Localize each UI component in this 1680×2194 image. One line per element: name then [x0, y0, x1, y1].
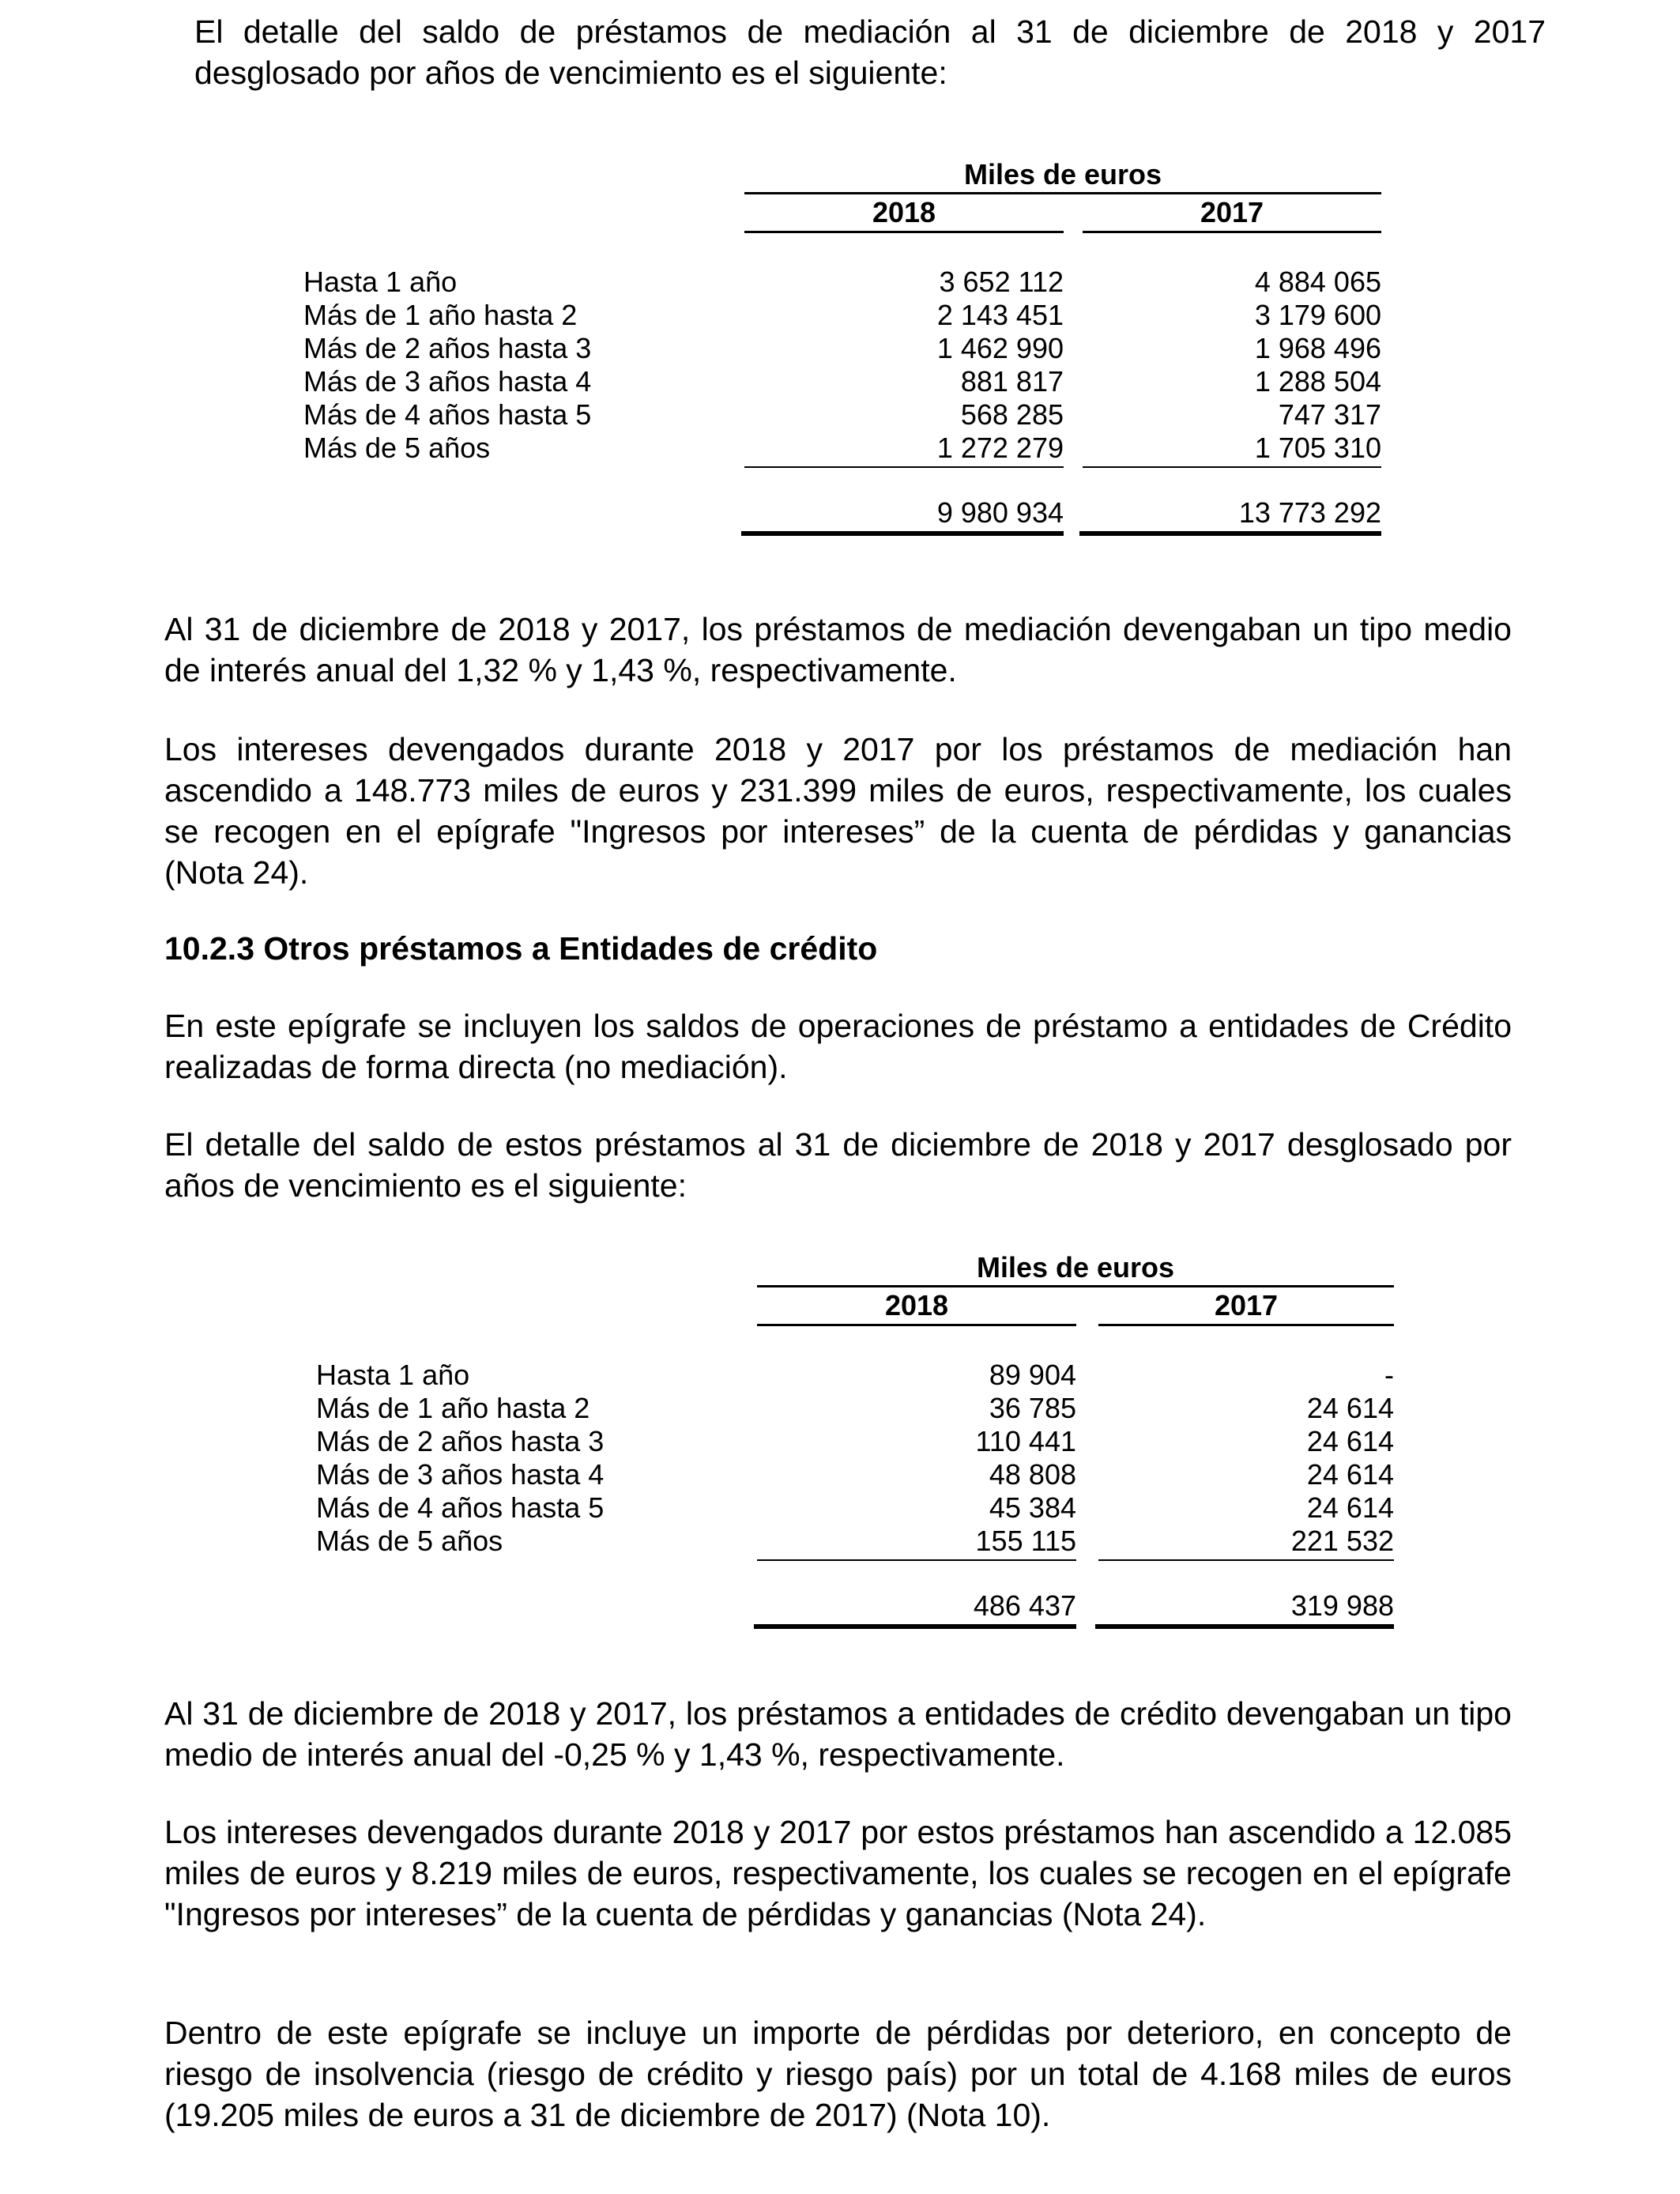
row-label: Más de 3 años hasta 4: [316, 1458, 605, 1491]
value-2018: 2 143 451: [936, 299, 1064, 331]
row-label: Más de 3 años hasta 4: [303, 365, 592, 398]
total-2018: 9 980 934: [936, 496, 1064, 529]
row-label: Más de 4 años hasta 5: [316, 1491, 605, 1524]
total-2017: 13 773 292: [1238, 496, 1381, 529]
description-paragraph-direct-loans: En este epígrafe se incluyen los saldos de operaciones de préstamo a entidades de Crédito realizadas de forma directa (no mediación).: [164, 1008, 1512, 1085]
value-2018: 1 272 279: [936, 432, 1064, 464]
total-double-rule-2018: [741, 531, 1064, 536]
value-2018: 155 115: [975, 1525, 1076, 1557]
column-header-rule-2018: [757, 1324, 1076, 1326]
value-2018: 110 441: [975, 1425, 1076, 1457]
subtotal-rule-2018: [744, 466, 1064, 468]
value-2017: 3 179 600: [1254, 299, 1381, 331]
column-header-2018: 2018: [872, 196, 936, 228]
interest-rate-paragraph-direct-loans: Al 31 de diciembre de 2018 y 2017, los préstamos a entidades de crédito devengaban un tipo medio de interés anual del -0,25 % y 1,43 %, respectivamente.: [164, 1695, 1512, 1773]
subtotal-rule-2018: [757, 1559, 1076, 1561]
value-2018: 1 462 990: [936, 332, 1064, 364]
section-heading: 10.2.3 Otros préstamos a Entidades de crédito: [164, 930, 878, 967]
value-2018: 45 384: [989, 1491, 1076, 1524]
intro-paragraph-mediation: El detalle del saldo de préstamos de mediación al 31 de diciembre de 2018 y 2017 desglosado por años de vencimiento es el siguiente:: [194, 13, 1546, 91]
value-2017: 1 968 496: [1254, 332, 1381, 364]
column-header-rule-2017: [1098, 1324, 1394, 1326]
column-header-rule-2017: [1083, 231, 1381, 233]
total-double-rule-2017: [1079, 531, 1381, 536]
value-2017: 747 317: [1278, 398, 1381, 431]
value-2017: 1 705 310: [1254, 432, 1381, 464]
accrued-interest-paragraph-direct-loans: Los intereses devengados durante 2018 y 2017 por estos préstamos han ascendido a 12.085 miles de euros y 8.219 miles de euros, respectivamente, los cuales se recogen en el epígrafe "Ingresos por intereses” de la cuenta de pérdidas y ganancias (Nota 24).: [164, 1814, 1512, 1932]
value-2018: 89 904: [989, 1359, 1076, 1391]
value-2017: 24 614: [1306, 1458, 1394, 1491]
row-label: Más de 4 años hasta 5: [303, 398, 592, 431]
total-double-rule-2018: [754, 1624, 1076, 1629]
value-2018: 3 652 112: [939, 266, 1064, 298]
value-2017: -: [1384, 1359, 1394, 1391]
header-rule: [744, 192, 1381, 194]
row-label: Más de 5 años: [316, 1525, 503, 1557]
row-label: Más de 2 años hasta 3: [303, 332, 592, 364]
value-2018: 36 785: [989, 1392, 1076, 1424]
value-2018: 568 285: [960, 398, 1064, 431]
value-2017: 24 614: [1306, 1491, 1394, 1524]
subtotal-rule-2017: [1098, 1559, 1394, 1561]
row-label: Más de 2 años hasta 3: [316, 1425, 605, 1457]
value-2018: 48 808: [989, 1458, 1076, 1491]
value-2017: 24 614: [1306, 1425, 1394, 1457]
row-label: Hasta 1 año: [303, 266, 458, 298]
subtotal-rule-2017: [1083, 466, 1381, 468]
row-label: Hasta 1 año: [316, 1359, 470, 1391]
row-label: Más de 1 año hasta 2: [316, 1392, 590, 1424]
value-2017: 24 614: [1306, 1392, 1394, 1424]
accrued-interest-paragraph-mediation: Los intereses devengados durante 2018 y 2017 por los préstamos de mediación han ascendido a 148.773 miles de euros y 231.399 miles de euros, respectivamente, los cuales se recogen en el epígrafe "Ingresos por intereses” de la cuenta de pérdidas y ganancias (Nota 24).: [164, 731, 1512, 891]
column-header-rule-2018: [744, 231, 1064, 233]
column-header-2018: 2018: [884, 1289, 949, 1321]
row-label: Más de 5 años: [303, 432, 491, 464]
row-label: Más de 1 año hasta 2: [303, 299, 578, 331]
total-2018: 486 437: [973, 1589, 1076, 1622]
unit-header: Miles de euros: [976, 1251, 1175, 1284]
value-2017: 221 532: [1290, 1525, 1394, 1557]
interest-rate-paragraph-mediation: Al 31 de diciembre de 2018 y 2017, los préstamos de mediación devengaban un tipo medio de interés anual del 1,32 % y 1,43 %, respectivamente.: [164, 611, 1512, 688]
header-rule: [757, 1285, 1394, 1287]
value-2017: 4 884 065: [1254, 266, 1381, 298]
column-header-2017: 2017: [1200, 196, 1264, 228]
value-2018: 881 817: [960, 365, 1064, 398]
column-header-2017: 2017: [1214, 1289, 1279, 1321]
intro-paragraph-direct-loans: El detalle del saldo de estos préstamos al 31 de diciembre de 2018 y 2017 desglosado por años de vencimiento es el siguiente:: [164, 1126, 1512, 1204]
value-2017: 1 288 504: [1254, 365, 1381, 398]
impairment-paragraph: Dentro de este epígrafe se incluye un importe de pérdidas por deterioro, en concepto de riesgo de insolvencia (riesgo de crédito y riesgo país) por un total de 4.168 miles de euros (19.205 miles de euros a 31 de diciembre de 2017) (Nota 10).: [164, 2015, 1512, 2133]
unit-header: Miles de euros: [963, 158, 1162, 190]
total-double-rule-2017: [1095, 1624, 1394, 1629]
total-2017: 319 988: [1290, 1589, 1394, 1622]
